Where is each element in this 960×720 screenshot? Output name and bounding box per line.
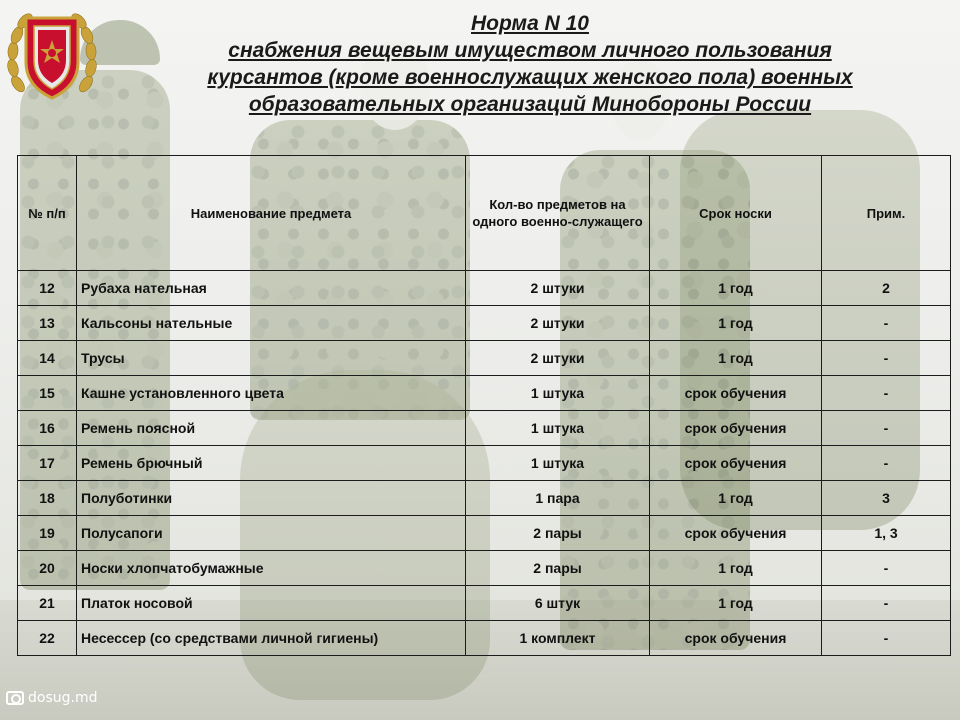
title-line-1: Норма N 10 xyxy=(471,12,589,35)
header-qty: Кол-во предметов на одного военно-служащего xyxy=(466,156,650,271)
cell-term: срок обучения xyxy=(650,446,822,481)
cell-num: 20 xyxy=(18,551,77,586)
header-name: Наименование предмета xyxy=(77,156,466,271)
cell-term: 1 год xyxy=(650,341,822,376)
cell-num: 18 xyxy=(18,481,77,516)
cell-num: 22 xyxy=(18,621,77,656)
cell-name: Рубаха нательная xyxy=(77,271,466,306)
cell-name: Полусапоги xyxy=(77,516,466,551)
table-row xyxy=(18,551,951,586)
cell-qty: 1 штука xyxy=(466,376,650,411)
cell-note: - xyxy=(822,586,951,621)
cell-num: 16 xyxy=(18,411,77,446)
military-emblem-icon xyxy=(4,4,100,104)
watermark-text: dosug.md xyxy=(28,690,98,706)
cell-qty: 1 пара xyxy=(466,481,650,516)
cell-num: 21 xyxy=(18,586,77,621)
cell-name: Несессер (со средствами личной гигиены) xyxy=(77,621,466,656)
cell-term: срок обучения xyxy=(650,621,822,656)
cell-name: Платок носовой xyxy=(77,586,466,621)
cell-qty: 2 пары xyxy=(466,516,650,551)
cell-note: 2 xyxy=(822,271,951,306)
table-row xyxy=(18,306,951,341)
cell-term: срок обучения xyxy=(650,411,822,446)
title-line-4: образовательных организаций Минобороны России xyxy=(248,93,812,116)
header-note: Прим. xyxy=(822,156,951,271)
cell-name: Ремень брючный xyxy=(77,446,466,481)
cell-qty: 1 штука xyxy=(466,446,650,481)
cell-qty: 1 штука xyxy=(466,411,650,446)
cell-term: 1 год xyxy=(650,586,822,621)
header-num: № п/п xyxy=(18,156,77,271)
supply-norm-table xyxy=(17,155,951,656)
cell-note: 3 xyxy=(822,481,951,516)
cell-note: - xyxy=(822,621,951,656)
table-row xyxy=(18,621,951,656)
cell-name: Полуботинки xyxy=(77,481,466,516)
cell-num: 14 xyxy=(18,341,77,376)
cell-num: 12 xyxy=(18,271,77,306)
camera-icon xyxy=(6,691,24,705)
cell-qty: 2 штуки xyxy=(466,341,650,376)
table-row xyxy=(18,481,951,516)
table-row xyxy=(18,516,951,551)
cell-note: - xyxy=(822,376,951,411)
cell-term: 1 год xyxy=(650,306,822,341)
cell-qty: 1 комплект xyxy=(466,621,650,656)
cell-num: 15 xyxy=(18,376,77,411)
cell-note: - xyxy=(822,551,951,586)
table-row xyxy=(18,586,951,621)
cell-term: срок обучения xyxy=(650,376,822,411)
page-title xyxy=(100,10,960,118)
table-row xyxy=(18,411,951,446)
cell-name: Ремень поясной xyxy=(77,411,466,446)
cell-term: 1 год xyxy=(650,481,822,516)
cell-num: 17 xyxy=(18,446,77,481)
cell-note: - xyxy=(822,341,951,376)
cell-term: 1 год xyxy=(650,551,822,586)
cell-qty: 2 пары xyxy=(466,551,650,586)
cell-name: Трусы xyxy=(77,341,466,376)
cell-num: 13 xyxy=(18,306,77,341)
cell-name: Носки хлопчатобумажные xyxy=(77,551,466,586)
cell-name: Кальсоны нательные xyxy=(77,306,466,341)
table-header-row xyxy=(18,156,951,271)
table-row xyxy=(18,376,951,411)
cell-term: срок обучения xyxy=(650,516,822,551)
cell-qty: 2 штуки xyxy=(466,271,650,306)
cell-note: - xyxy=(822,411,951,446)
cell-name: Кашне установленного цвета xyxy=(77,376,466,411)
cell-num: 19 xyxy=(18,516,77,551)
cell-note: - xyxy=(822,446,951,481)
cell-qty: 6 штук xyxy=(466,586,650,621)
table-row xyxy=(18,341,951,376)
cell-note: - xyxy=(822,306,951,341)
cell-qty: 2 штуки xyxy=(466,306,650,341)
cell-term: 1 год xyxy=(650,271,822,306)
cell-note: 1, 3 xyxy=(822,516,951,551)
table-row xyxy=(18,446,951,481)
table-row xyxy=(18,271,951,306)
header-term: Срок носки xyxy=(650,156,822,271)
watermark xyxy=(6,686,97,710)
title-line-2: снабжения вещевым имуществом личного пользования xyxy=(228,39,832,62)
title-line-3: курсантов (кроме военнослужащих женского пола) военных xyxy=(207,66,853,89)
